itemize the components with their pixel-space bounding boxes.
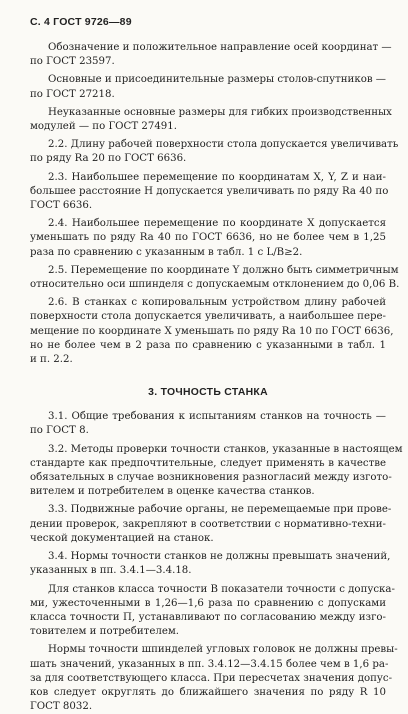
text-line: по ГОСТ 27218. [30,88,115,100]
text-line: ми, ужесточенными в 1,26—1,6 раза по сравнению с допусками [30,597,386,609]
text-line: вителем и потребителем в оценке качества станков. [30,486,315,498]
text-line: Для станков класса точности В показатели точности с допуска- [48,583,395,595]
text-line: товителем и потребителем. [30,626,180,638]
text-line: 3.3. Подвижные рабочие органы, не перемещаемые при прове- [48,504,392,516]
para-2-6 [30,296,394,367]
text-line: стандарте как предпочтительные, следует применять в качестве [30,457,386,469]
para-3-4 [30,550,391,578]
text-line: но не более чем в 2 раза по сравнению с указанными в табл. 1 [30,339,386,351]
clauses-section-3 [30,410,403,714]
text-line: и п. 2.2. [30,354,73,366]
para-2-5 [30,264,400,292]
para-pallet [30,73,386,101]
text-line: за для соответствующего класса. При пересчетах значения допус- [30,672,393,684]
text-line: класса точности П, устанавливают по согласованию между изго- [30,611,386,623]
text-line: поверхности стола допускается увеличивать, а наибольшее пере- [30,311,386,323]
text-line: шать значений, указанных в пп. 3.4.12—3.4.15 более чем в 1,6 ра- [30,658,389,670]
text-line: 2.5. Перемещение по координате Y должно быть симметричным [48,264,399,276]
para-2-3 [30,171,389,214]
text-line: ков следует округлять до ближайшего значения по ряду R 10 [30,686,386,698]
text-line: относительно оси шпинделя с допускаемым отклонением до 0,06 B. [30,279,400,291]
text-line: Неуказанные основные размеры для гибких производственных [48,106,392,118]
page-header: С. 4 ГОСТ 9726—89 [30,16,132,28]
section-title: 3. ТОЧНОСТЬ СТАНКА [148,387,268,399]
para-3-2 [30,443,403,500]
text-line: модулей — по ГОСТ 27491. [30,121,178,133]
text-line: уменьшать по ряду Ra 40 по ГОСТ 6636, но не более чем в 1,25 [30,232,386,244]
text-line: ГОСТ 6636. [30,200,93,212]
text-line: 3.2. Методы проверки точности станков, указанные в настоящем [48,443,403,455]
para-2-4 [30,217,386,260]
text-line: по ГОСТ 8. [30,425,89,437]
text-line: мещение по координате X уменьшать по ряду Ra 10 по ГОСТ 6636, [30,325,394,337]
para-axes [30,41,392,69]
text-line: Основные и присоединительные размеры столов-спутников — [48,74,386,86]
text-line: 3.1. Общие требования к испытаниям станков на точность — [48,411,386,423]
text-line: обязательных в случае возникновения разногласий между изгото- [30,472,392,484]
clauses-section-2 [30,41,400,367]
text-line: раза по сравнению с указанным в табл. 1 с L/B≥2. [30,246,303,258]
text-line: указанных в пп. 3.4.1—3.4.18. [30,565,192,577]
para-class-b [30,583,395,640]
text-line: 3.4. Нормы точности станков не должны превышать значений, [48,551,391,563]
para-3-3 [30,503,392,546]
text-line: большее расстояние H допускается увеличивать по ряду Ra 40 по [30,185,389,197]
text-line: ческой документацией на станок. [30,532,214,544]
para-flexible [30,106,392,134]
text-line: по ряду Ra 20 по ГОСТ 6636. [30,153,187,165]
text-line: 2.4. Наибольшее перемещение по координате X допускается [48,218,386,230]
text-line: по ГОСТ 23597. [30,56,115,68]
text-line: Нормы точности шпинделей угловых головок не должны превы- [48,644,398,656]
para-angular [30,643,398,714]
para-2-2 [30,138,399,166]
text-line: дении проверок, закрепляют в соответствии с нормативно-техни- [30,518,386,530]
para-3-1 [30,410,386,438]
text-line: ГОСТ 8032. [30,701,93,713]
text-line: 2.3. Наибольшее перемещение по координатам X, Y, Z и наи- [48,171,386,183]
text-line: Обозначение и положительное направление осей координат — [48,42,392,53]
text-line: 2.6. В станках с копировальным устройством длину рабочей [48,297,386,309]
text-line: 2.2. Длину рабочей поверхности стола допускается увеличивать [48,139,399,151]
